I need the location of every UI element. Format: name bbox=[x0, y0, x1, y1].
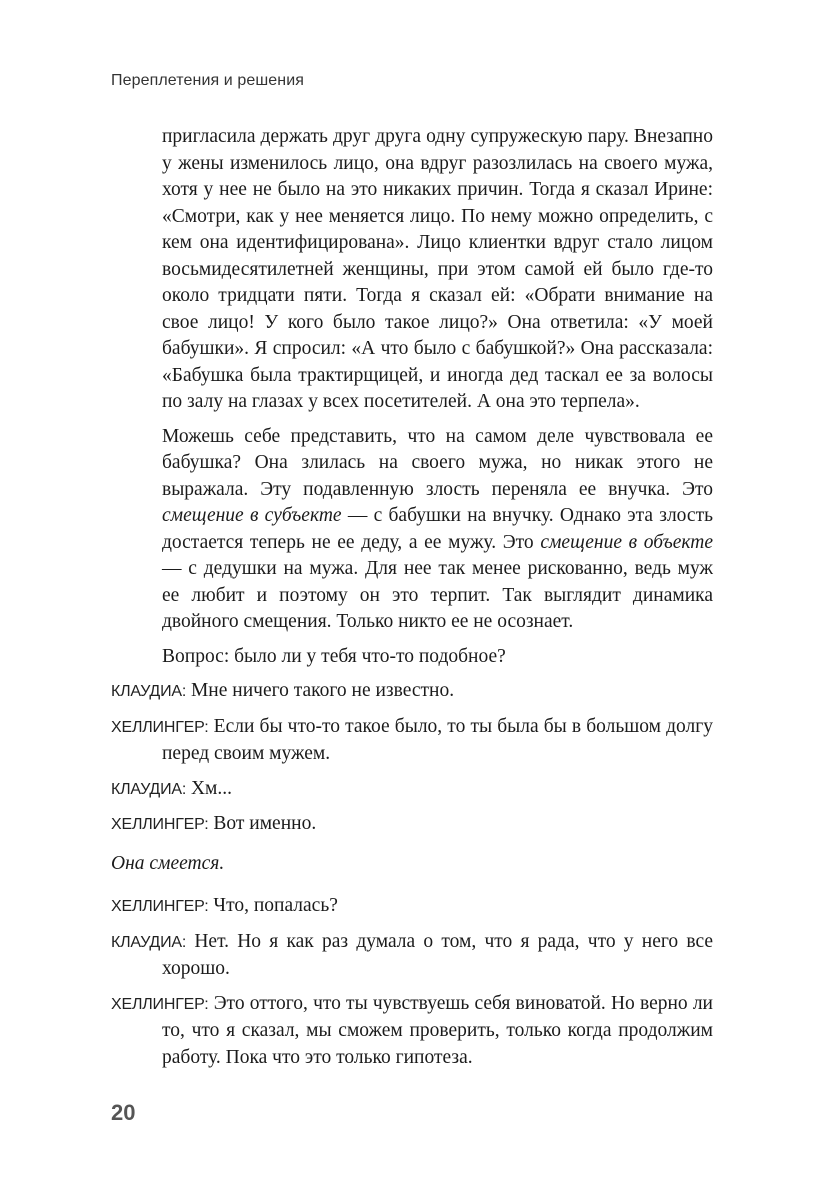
dialogue-text: Это оттого, что ты чувствуешь себя виноватой. Но верно ли то, что я сказал, мы сможем проверить, только когда продолжим работу. Пока что это только гипотеза. bbox=[162, 992, 713, 1068]
dialogue-line bbox=[111, 991, 713, 1072]
running-head: Переплетения и решения bbox=[111, 72, 305, 89]
speaker-label: ХЕЛЛИНГЕР: bbox=[111, 898, 209, 915]
speaker-label: КЛАУДИА: bbox=[111, 780, 187, 798]
dialogue-line bbox=[111, 678, 713, 706]
paragraph-2-text-c: — с дедушки на мужа. Для нее так менее рискованно, ведь муж ее любит и поэтому он это терпит. Так выглядит динамика двойного смещения. Только никто ее не осознает. bbox=[162, 558, 713, 632]
paragraph-2 bbox=[111, 424, 713, 636]
dialogue-text: Что, попалась? bbox=[213, 895, 338, 916]
dialogue-line bbox=[111, 714, 713, 768]
dialogue-line bbox=[111, 929, 713, 983]
paragraph-3: Вопрос: было ли у тебя что-то подобное? bbox=[162, 645, 506, 667]
paragraph-1: пригласила держать друг друга одну супружескую пару. Внезапно у жены изменилось лицо, она вдруг разозлилась на своего мужа, хотя у нее не было на это никаких причин. Тогда я сказал Ирине: «Смотри, как у нее меняется лицо. По нему можно определить, с кем она идентифицирована». Лицо клиентки вдруг стало лицом восьмидесятилетней женщины, при этом самой ей было где-то около тридцати пяти. Тогда я сказал ей: «Обрати внимание на свое лицо! У кого было такое лицо?» Она ответила: «У моей бабушки». Я спросил: «А что было с бабушкой?» Она рассказала: «Бабушка была трактирщицей, и иногда дед таскал ее за волосы по залу на глазах у всех посетителей. А она это терпела». bbox=[162, 126, 713, 412]
dialogue-text: Мне ничего такого не известно. bbox=[190, 680, 455, 701]
paragraph-2-text-b: — с бабушки на внучку. Однако эта злость достается теперь не ее деду, а ее мужу. Это bbox=[162, 505, 713, 553]
dialogue-line bbox=[111, 893, 713, 921]
page-body bbox=[111, 124, 713, 1071]
emphasis-object-shift: смещение в объекте bbox=[540, 531, 713, 553]
dialogue-line bbox=[111, 776, 713, 804]
dialogue-text: Хм... bbox=[190, 777, 233, 799]
speaker-label: КЛАУДИА: bbox=[111, 933, 187, 951]
speaker-label: КЛАУДИА: bbox=[111, 683, 187, 700]
speaker-label: ХЕЛЛИНГЕР: bbox=[111, 995, 209, 1013]
dialogue-text: Нет. Но я как раз думала о том, что я рада, что у него все хорошо. bbox=[162, 930, 714, 979]
page-number: 20 bbox=[111, 1100, 136, 1125]
dialogue-line bbox=[111, 811, 713, 839]
speaker-label: ХЕЛЛИНГЕР: bbox=[111, 816, 209, 833]
emphasis-subject-shift: смещение в субъекте bbox=[162, 505, 342, 526]
dialogue-text: Если бы что-то такое было, то ты была бы в большом долгу перед своим мужем. bbox=[162, 715, 714, 764]
dialogue-text: Вот именно. bbox=[213, 813, 317, 834]
speaker-label: ХЕЛЛИНГЕР: bbox=[111, 718, 209, 736]
paragraph-2-text-a: Можешь себе представить, что на самом деле чувствовала ее бабушка? Она злилась на своего мужа, но никак этого не выражала. Эту подавленную злость переняла ее внучка. Это bbox=[162, 425, 713, 500]
stage-direction: Она смеется. bbox=[111, 852, 225, 874]
